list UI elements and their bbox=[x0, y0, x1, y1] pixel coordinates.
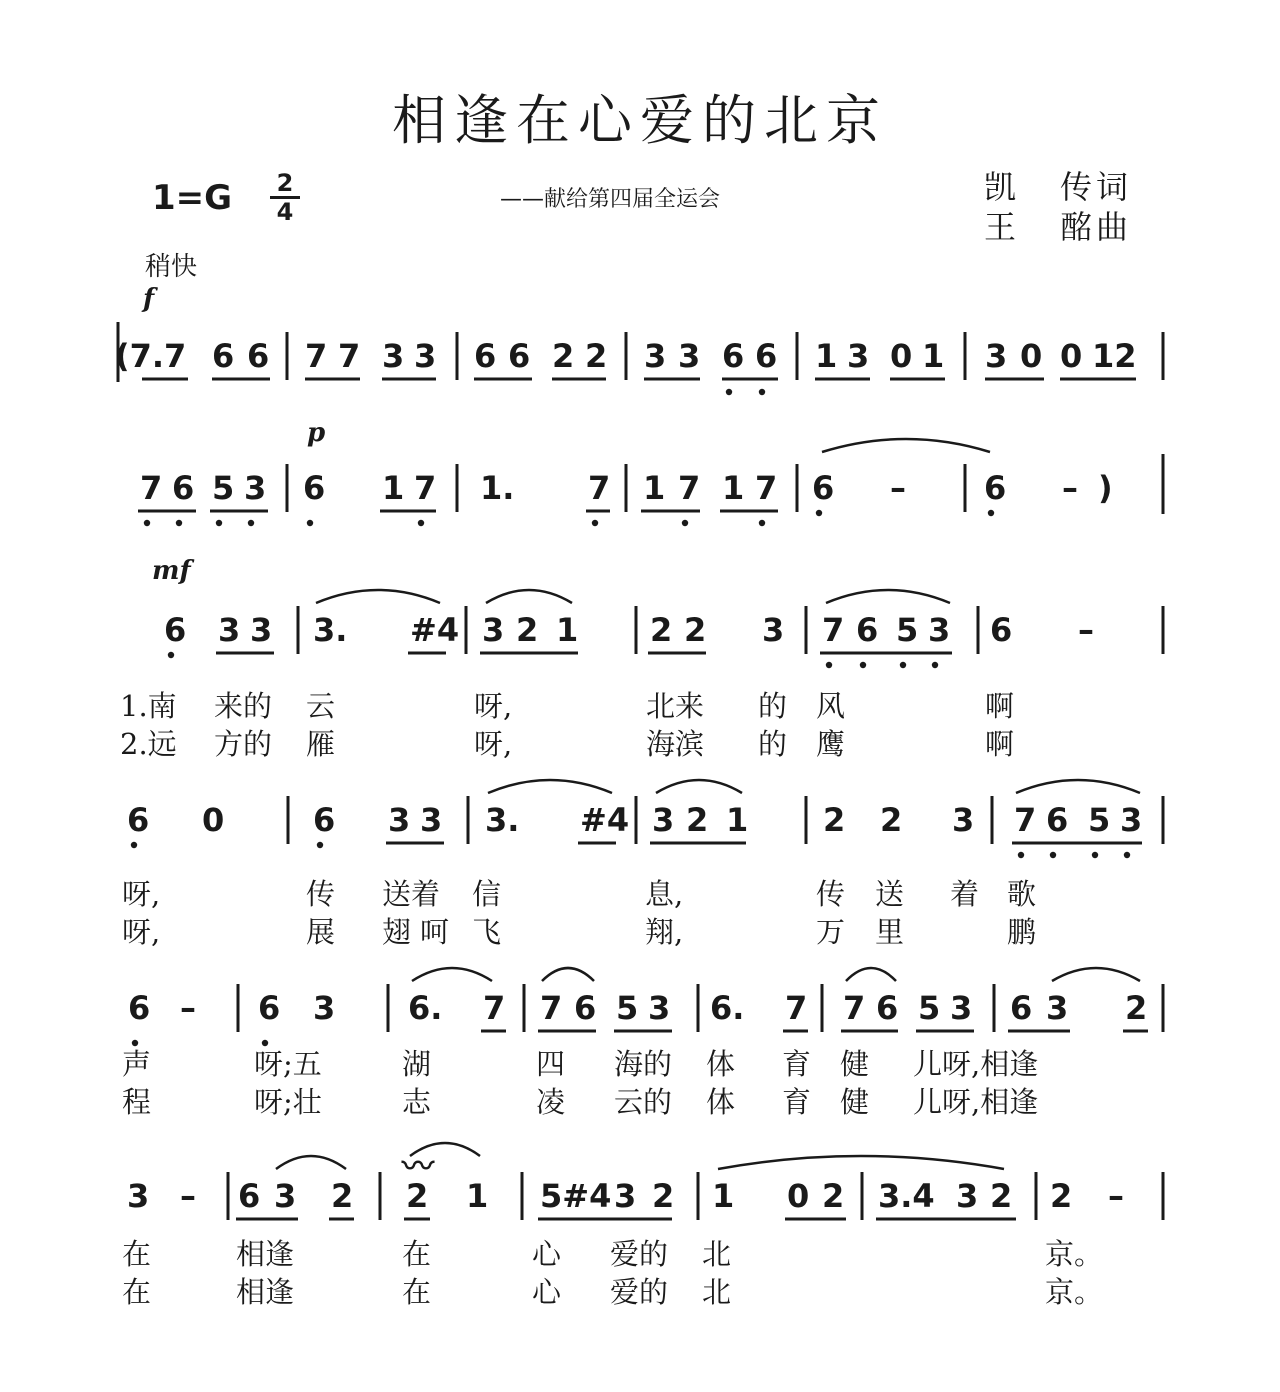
octave-dot bbox=[176, 520, 182, 526]
jianpu-note: 5 bbox=[896, 611, 919, 649]
jianpu-note: – bbox=[180, 1177, 196, 1215]
lyric-verse1: 信 bbox=[472, 877, 502, 911]
jianpu-note: 2 bbox=[406, 1177, 429, 1215]
jianpu-note: 3 bbox=[956, 1177, 979, 1215]
octave-dot bbox=[1124, 852, 1130, 858]
lyric-verse2: 的 bbox=[758, 727, 788, 761]
lyric-verse2: 鹏 bbox=[1007, 915, 1037, 949]
jianpu-note: 2 bbox=[822, 1177, 845, 1215]
jianpu-note: 2 bbox=[585, 337, 608, 375]
jianpu-note: 3 bbox=[928, 611, 951, 649]
jianpu-note: 3 bbox=[614, 1177, 637, 1215]
slur-tie bbox=[826, 590, 950, 603]
jianpu-note: – bbox=[180, 989, 196, 1027]
jianpu-note: 6 bbox=[128, 989, 151, 1027]
lyric-verse1: 歌 bbox=[1007, 877, 1037, 911]
jianpu-note: 3 bbox=[952, 801, 975, 839]
lyric-verse2: 京。 bbox=[1045, 1275, 1104, 1309]
lyric-verse2: 呀;壮 bbox=[254, 1085, 322, 1119]
jianpu-note: 7 bbox=[1014, 801, 1037, 839]
jianpu-note: 3 bbox=[648, 989, 671, 1027]
jianpu-note: 3 bbox=[652, 801, 675, 839]
accent-mark: 〰 bbox=[402, 1147, 435, 1185]
jianpu-note: 0 bbox=[1060, 337, 1083, 375]
jianpu-note: 3 bbox=[244, 469, 267, 507]
lyric-verse2: 飞 bbox=[472, 915, 502, 949]
jianpu-note: 0 bbox=[1020, 337, 1043, 375]
octave-dot bbox=[1050, 852, 1056, 858]
jianpu-note: 2 bbox=[880, 801, 903, 839]
octave-dot bbox=[1018, 852, 1024, 858]
jianpu-note: 3 bbox=[950, 989, 973, 1027]
jianpu-note: 3. bbox=[485, 801, 520, 839]
lyric-verse1: 送 bbox=[875, 877, 905, 911]
subtitle: ——献给第四届全运会 bbox=[500, 187, 721, 212]
key-signature: 1=G bbox=[152, 178, 233, 218]
lyric-verse1: 健 bbox=[840, 1047, 870, 1081]
jianpu-note: 1 bbox=[922, 337, 945, 375]
jianpu-note: 2 bbox=[331, 1177, 354, 1215]
jianpu-note: 5 bbox=[212, 469, 235, 507]
lyric-verse2: 云的 bbox=[614, 1085, 673, 1119]
jianpu-note: 1 bbox=[722, 469, 745, 507]
jianpu-note: 1. bbox=[480, 469, 515, 507]
lyric-verse2: 程 bbox=[122, 1085, 152, 1119]
lyric-verse1: 呀, bbox=[122, 877, 161, 911]
jianpu-note: – bbox=[1062, 469, 1078, 507]
lyric-verse1: 海的 bbox=[614, 1047, 673, 1081]
slur-tie bbox=[822, 439, 990, 452]
lyric-verse1: 育 bbox=[782, 1047, 812, 1081]
octave-dot bbox=[168, 652, 174, 658]
octave-dot bbox=[418, 520, 424, 526]
jianpu-note: 2 bbox=[652, 1177, 675, 1215]
octave-dot bbox=[144, 520, 150, 526]
jianpu-note: 1 bbox=[556, 611, 579, 649]
jianpu-note: 3 bbox=[382, 337, 405, 375]
lyric-verse1: 北 bbox=[702, 1237, 732, 1271]
lyric-verse2: 展 bbox=[306, 915, 336, 949]
jianpu-note: – bbox=[890, 469, 906, 507]
jianpu-note: 3 bbox=[482, 611, 505, 649]
octave-dot bbox=[592, 520, 598, 526]
jianpu-note: 3 bbox=[414, 337, 437, 375]
jianpu-note: 6. bbox=[710, 989, 745, 1027]
jianpu-note: 5 bbox=[918, 989, 941, 1027]
jianpu-note: 6 bbox=[127, 801, 150, 839]
jianpu-note: 6 bbox=[303, 469, 326, 507]
lyric-verse1: 的 bbox=[758, 689, 788, 723]
octave-dot bbox=[900, 662, 906, 668]
jianpu-note: 3 bbox=[420, 801, 443, 839]
jianpu-note: 6 bbox=[984, 469, 1007, 507]
jianpu-note: 1 bbox=[726, 801, 749, 839]
jianpu-note: 3 bbox=[274, 1177, 297, 1215]
lyric-verse2: 雁 bbox=[306, 727, 336, 761]
lyric-verse2: 凌 bbox=[536, 1085, 566, 1119]
lyricist-role: 传词 bbox=[1060, 168, 1133, 206]
lyric-verse2: 儿呀,相逢 bbox=[913, 1085, 1039, 1119]
lyric-verse2: 万 bbox=[816, 915, 846, 949]
jianpu-note: 7 bbox=[678, 469, 701, 507]
lyric-verse2: 里 bbox=[875, 915, 905, 949]
lyricist-name: 凯 bbox=[984, 168, 1021, 206]
jianpu-note: 6 bbox=[164, 611, 187, 649]
lyric-verse1: 儿呀,相逢 bbox=[913, 1047, 1039, 1081]
jianpu-note: 2 bbox=[1050, 1177, 1073, 1215]
lyric-verse2: 体 bbox=[706, 1085, 736, 1119]
jianpu-note: 3.4 bbox=[878, 1177, 935, 1215]
song-title: 相逢在心爱的北京 bbox=[392, 89, 888, 152]
lyric-verse2: 呵 bbox=[420, 915, 450, 949]
octave-dot bbox=[307, 520, 313, 526]
jianpu-note: 12 bbox=[1092, 337, 1137, 375]
composer-name: 王 bbox=[984, 208, 1021, 246]
lyric-verse2: 翔, bbox=[645, 915, 684, 949]
lyric-verse2: 健 bbox=[840, 1085, 870, 1119]
lyric-verse2: 心 bbox=[532, 1275, 562, 1309]
jianpu-note: 3 bbox=[678, 337, 701, 375]
lyric-verse1: 心 bbox=[532, 1237, 562, 1271]
jianpu-note: 5 bbox=[1088, 801, 1111, 839]
lyric-verse2: 方的 bbox=[214, 727, 273, 761]
jianpu-note: 7 bbox=[755, 469, 778, 507]
jianpu-note: 7 bbox=[588, 469, 611, 507]
lyric-verse1: 湖 bbox=[402, 1047, 432, 1081]
slur-tie bbox=[486, 590, 572, 603]
jianpu-note: 6 bbox=[212, 337, 235, 375]
jianpu-note: 7 bbox=[843, 989, 866, 1027]
jianpu-note: 7 bbox=[305, 337, 328, 375]
lyric-verse1: 四 bbox=[536, 1047, 566, 1081]
jianpu-note: 0 bbox=[787, 1177, 810, 1215]
slur-tie bbox=[412, 968, 492, 981]
dynamic-mezzo-forte: mf bbox=[152, 556, 191, 586]
jianpu-note: 6 bbox=[755, 337, 778, 375]
dynamic-piano: p bbox=[307, 418, 326, 448]
jianpu-note: #4 bbox=[410, 611, 460, 649]
octave-dot bbox=[816, 510, 822, 516]
lyric-verse2: 鹰 bbox=[816, 727, 846, 761]
jianpu-note: 3 bbox=[1046, 989, 1069, 1027]
dynamic-forte: f bbox=[143, 284, 155, 314]
jianpu-note: 2 bbox=[686, 801, 709, 839]
jianpu-note: 6 bbox=[574, 989, 597, 1027]
octave-dot bbox=[131, 842, 137, 848]
jianpu-note: 0 bbox=[890, 337, 913, 375]
slur-tie bbox=[1016, 780, 1140, 793]
jianpu-note: 7 bbox=[414, 469, 437, 507]
lyric-verse1: 风 bbox=[816, 689, 846, 723]
jianpu-note: 7 bbox=[483, 989, 506, 1027]
jianpu-note: 6 bbox=[812, 469, 835, 507]
lyric-verse2: 在 bbox=[122, 1275, 152, 1309]
octave-dot bbox=[759, 389, 765, 395]
lyric-verse1: 送着 bbox=[382, 877, 441, 911]
jianpu-note: 2 bbox=[823, 801, 846, 839]
time-signature-bottom: 4 bbox=[276, 198, 294, 226]
composer-role: 酩曲 bbox=[1060, 208, 1133, 246]
jianpu-note: 6 bbox=[508, 337, 531, 375]
lyric-verse1: 传 bbox=[816, 877, 846, 911]
octave-dot bbox=[248, 520, 254, 526]
octave-dot bbox=[1092, 852, 1098, 858]
slur-tie bbox=[1052, 968, 1140, 981]
lyric-verse2: 志 bbox=[402, 1085, 432, 1119]
jianpu-note: 1 bbox=[382, 469, 405, 507]
slur-tie bbox=[316, 590, 440, 603]
jianpu-note: 1 bbox=[712, 1177, 735, 1215]
lyric-verse2: 海滨 bbox=[646, 727, 705, 761]
lyric-verse2: 2.远 bbox=[120, 727, 177, 761]
octave-dot bbox=[216, 520, 222, 526]
jianpu-note: 3 bbox=[1120, 801, 1143, 839]
slur-tie bbox=[846, 968, 896, 981]
lyric-verse1: 在 bbox=[402, 1237, 432, 1271]
jianpu-note: 0 bbox=[202, 801, 225, 839]
lyric-verse2: 在 bbox=[402, 1275, 432, 1309]
octave-dot bbox=[932, 662, 938, 668]
octave-dot bbox=[860, 662, 866, 668]
time-signature-top: 2 bbox=[276, 169, 294, 197]
jianpu-note: 7 bbox=[822, 611, 845, 649]
jianpu-note: 3 bbox=[762, 611, 785, 649]
lyric-verse2: 翅 bbox=[382, 915, 412, 949]
jianpu-note: 6 bbox=[258, 989, 281, 1027]
jianpu-note: 6 bbox=[313, 801, 336, 839]
jianpu-note: 6 bbox=[722, 337, 745, 375]
octave-dot bbox=[317, 842, 323, 848]
lyric-verse1: 声 bbox=[122, 1047, 152, 1081]
jianpu-note: 6 bbox=[172, 469, 195, 507]
lyric-verse2: 相逢 bbox=[236, 1275, 295, 1309]
jianpu-note: (7.7 bbox=[115, 337, 187, 375]
lyric-verse2: 爱的 bbox=[610, 1275, 669, 1309]
lyric-verse1: 息, bbox=[645, 877, 684, 911]
jianpu-note: ) bbox=[1098, 469, 1113, 507]
lyric-verse1: 爱的 bbox=[610, 1237, 669, 1271]
jianpu-note: 3 bbox=[218, 611, 241, 649]
slur-tie bbox=[718, 1156, 1004, 1169]
jianpu-note: 6 bbox=[1010, 989, 1033, 1027]
lyric-verse2: 北 bbox=[702, 1275, 732, 1309]
jianpu-note: – bbox=[1108, 1177, 1124, 1215]
lyric-verse1: 北来 bbox=[646, 689, 705, 723]
jianpu-note: 3 bbox=[985, 337, 1008, 375]
lyric-verse1: 相逢 bbox=[236, 1237, 295, 1271]
jianpu-note: 3 bbox=[847, 337, 870, 375]
jianpu-note: 3 bbox=[127, 1177, 150, 1215]
jianpu-note: 1 bbox=[466, 1177, 489, 1215]
jianpu-note: 7 bbox=[540, 989, 563, 1027]
jianpu-note: 7 bbox=[338, 337, 361, 375]
lyric-verse1: 在 bbox=[122, 1237, 152, 1271]
slur-tie bbox=[276, 1156, 346, 1169]
jianpu-note: 2 bbox=[990, 1177, 1013, 1215]
jianpu-note: 7 bbox=[140, 469, 163, 507]
lyric-verse1: 传 bbox=[306, 877, 336, 911]
lyric-verse2: 育 bbox=[782, 1085, 812, 1119]
lyric-verse1: 京。 bbox=[1045, 1237, 1104, 1271]
jianpu-note: 3 bbox=[644, 337, 667, 375]
octave-dot bbox=[988, 510, 994, 516]
lyric-verse1: 体 bbox=[706, 1047, 736, 1081]
jianpu-note: 6 bbox=[856, 611, 879, 649]
slur-tie bbox=[656, 780, 742, 793]
jianpu-note: #4 bbox=[580, 801, 630, 839]
jianpu-note: 2 bbox=[1125, 989, 1148, 1027]
slur-tie bbox=[488, 780, 612, 793]
slur-tie bbox=[542, 968, 594, 981]
tempo-marking: 稍快 bbox=[145, 252, 198, 282]
jianpu-note: 6 bbox=[876, 989, 899, 1027]
jianpu-note: 2 bbox=[684, 611, 707, 649]
jianpu-note: 3 bbox=[250, 611, 273, 649]
jianpu-note: 3 bbox=[313, 989, 336, 1027]
jianpu-note: 6 bbox=[990, 611, 1013, 649]
jianpu-note: 7 bbox=[785, 989, 808, 1027]
jianpu-note: 6. bbox=[408, 989, 443, 1027]
jianpu-note: 6 bbox=[1046, 801, 1069, 839]
jianpu-note: 6 bbox=[238, 1177, 261, 1215]
octave-dot bbox=[682, 520, 688, 526]
jianpu-note: 6 bbox=[474, 337, 497, 375]
lyric-verse2: 呀, bbox=[122, 915, 161, 949]
slur-tie bbox=[410, 1143, 480, 1156]
octave-dot bbox=[826, 662, 832, 668]
lyric-verse1: 云 bbox=[306, 689, 336, 723]
lyric-verse1: 呀;五 bbox=[254, 1047, 322, 1081]
lyric-verse1: 呀, bbox=[474, 689, 513, 723]
lyric-verse1: 着 bbox=[950, 877, 980, 911]
lyric-verse1: 啊 bbox=[985, 689, 1015, 723]
jianpu-note: 2 bbox=[552, 337, 575, 375]
lyric-verse1: 来的 bbox=[214, 689, 273, 723]
lyric-verse2: 啊 bbox=[985, 727, 1015, 761]
jianpu-note: 3. bbox=[313, 611, 348, 649]
jianpu-note: 1 bbox=[815, 337, 838, 375]
jianpu-note: 1 bbox=[643, 469, 666, 507]
jianpu-note: – bbox=[1078, 611, 1094, 649]
jianpu-note: 5 bbox=[616, 989, 639, 1027]
lyric-verse2: 呀, bbox=[474, 727, 513, 761]
jianpu-note: 2 bbox=[516, 611, 539, 649]
jianpu-note: 3 bbox=[388, 801, 411, 839]
octave-dot bbox=[726, 389, 732, 395]
octave-dot bbox=[759, 520, 765, 526]
jianpu-note: 6 bbox=[247, 337, 270, 375]
lyric-verse1: 1.南 bbox=[120, 689, 177, 723]
jianpu-note: 2 bbox=[650, 611, 673, 649]
jianpu-note: 5#4 bbox=[540, 1177, 612, 1215]
